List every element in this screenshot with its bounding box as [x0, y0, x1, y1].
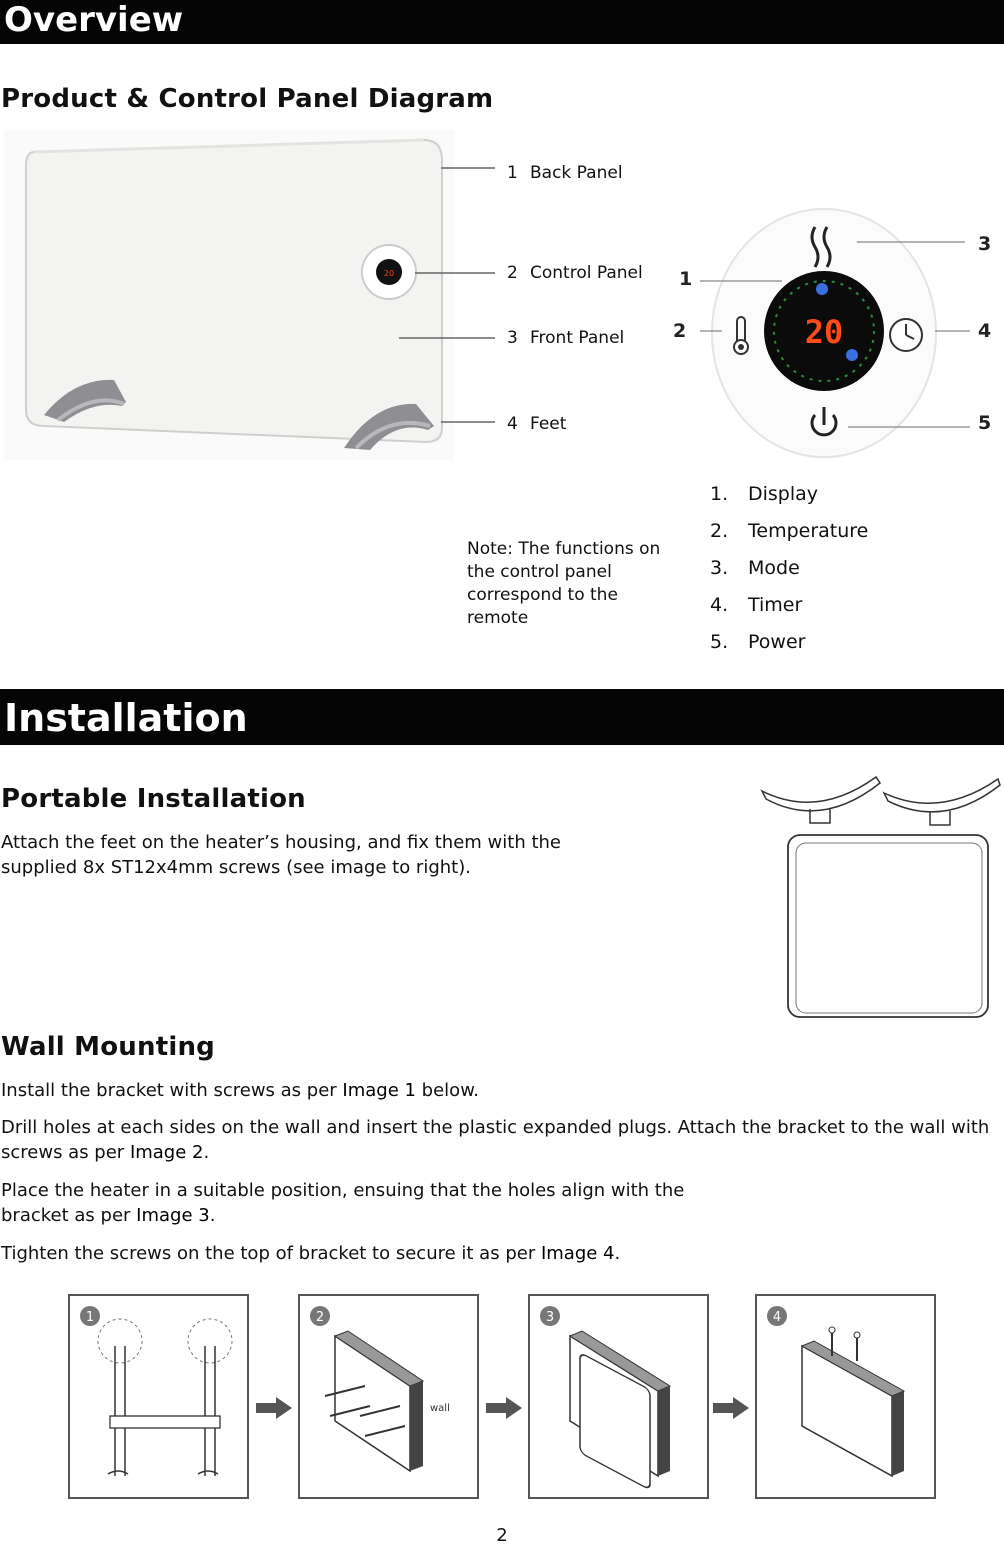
step-image-2 [298, 1294, 479, 1499]
panel-callout-5: 5 [978, 412, 992, 434]
page-number: 2 [496, 1525, 508, 1546]
wall-step-4: Tighten the screws on the top of bracket to secure it as per Image 4. [1, 1243, 621, 1264]
callout-front-panel: Front Panel [530, 328, 625, 348]
wall-step-1: Install the bracket with screws as per Image 1 below. [1, 1080, 479, 1101]
callout-num-1: 1 [507, 163, 518, 183]
legend-item: 5. Power [710, 631, 806, 653]
overview-banner: Overview [0, 0, 1004, 44]
step-image-1 [68, 1294, 249, 1499]
up-button-icon [816, 283, 828, 295]
step-num-1: 1 [85, 1310, 95, 1325]
step-num-2: 2 [315, 1310, 325, 1325]
callout-num-2: 2 [507, 263, 518, 283]
installation-banner: Installation [0, 689, 1004, 745]
callout-feet: Feet [530, 414, 567, 434]
control-legend [710, 480, 868, 665]
legend-item: 1. Display [710, 483, 819, 505]
panel-callout-1: 1 [679, 268, 693, 290]
callout-num-3: 3 [507, 328, 518, 348]
remote-note: Note: The functions on the control panel correspond to the remote [467, 539, 661, 628]
portable-heading: Portable Installation [1, 784, 306, 814]
wall-step-2: Drill holes at each sides on the wall and insert the plastic expanded plugs. Attach the bracket to the wall with screws as per Image 2. [1, 1117, 990, 1163]
wall-step-3: Place the heater in a suitable position, ensuing that the holes align with the bracket as per Image 3. [1, 1180, 685, 1226]
heater-image [4, 130, 454, 460]
arrow-icon [484, 1395, 524, 1421]
legend-item: 3. Mode [710, 557, 800, 579]
down-button-icon [846, 349, 858, 361]
step-num-3: 3 [545, 1310, 555, 1325]
legend-item: 4. Timer [710, 594, 803, 616]
wall-caption: wall [430, 1403, 450, 1414]
control-panel-closeup [700, 205, 1000, 460]
callout-control-panel: Control Panel [530, 263, 643, 283]
feet-attachment-image [758, 775, 1002, 1020]
panel-callout-2: 2 [673, 320, 687, 342]
legend-item: 2. Temperature [710, 520, 869, 542]
callout-lines [395, 160, 500, 430]
arrow-icon [711, 1395, 751, 1421]
diagram-heading: Product & Control Panel Diagram [1, 84, 494, 114]
svg-text:20: 20 [383, 269, 395, 278]
arrow-icon [254, 1395, 294, 1421]
step-image-4 [755, 1294, 936, 1499]
display-readout: 20 [804, 313, 844, 351]
step-num-4: 4 [772, 1310, 782, 1325]
panel-callout-4: 4 [978, 320, 992, 342]
timer-icon [890, 319, 922, 351]
step-image-3 [528, 1294, 709, 1499]
callout-back-panel: Back Panel [530, 163, 623, 183]
callout-num-4: 4 [507, 414, 518, 434]
wall-mounting-heading: Wall Mounting [1, 1032, 215, 1062]
portable-text: Attach the feet on the heater’s housing, and fix them with the supplied 8x ST12x4mm screws (see image to right). [1, 832, 561, 878]
panel-callout-3: 3 [978, 233, 992, 255]
